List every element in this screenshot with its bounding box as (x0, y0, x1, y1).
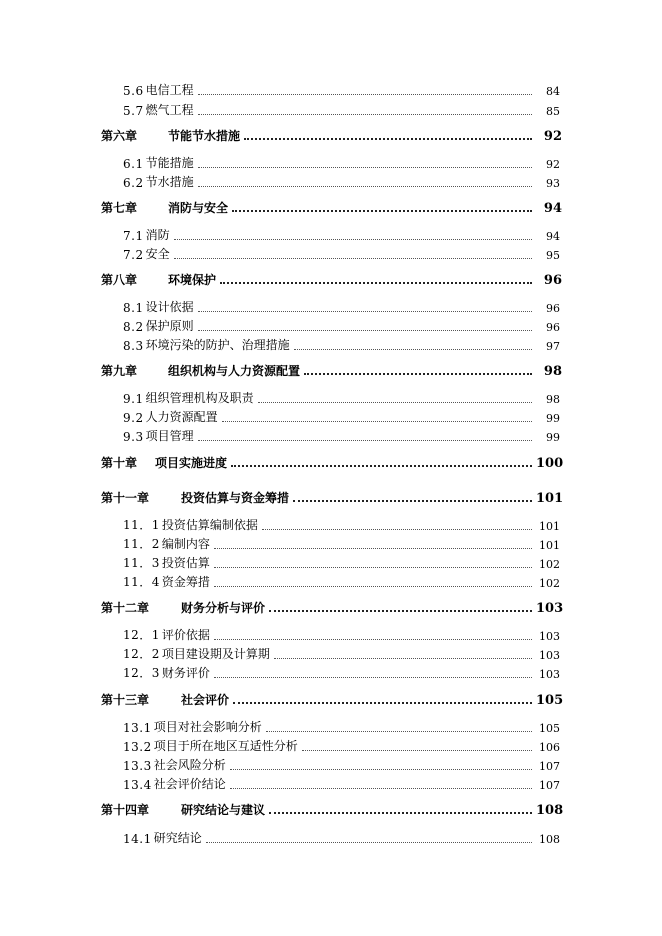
section-number: 11．2 (123, 537, 160, 551)
section-title: 环境污染的防护、治理措施 (145, 338, 290, 352)
page-number: 97 (546, 340, 560, 353)
section-number: 8.1 (123, 301, 144, 315)
toc-entry[interactable] (123, 828, 560, 846)
dot-leader (262, 529, 532, 530)
page-number: 108 (539, 833, 560, 846)
section-title: 消防 (145, 228, 170, 242)
page-number: 99 (546, 431, 560, 444)
page-number: 94 (546, 230, 560, 243)
dot-leader (198, 167, 532, 168)
section-title: 保护原则 (145, 319, 194, 333)
toc-chapter-entry[interactable] (101, 359, 562, 379)
toc-entry[interactable] (123, 572, 560, 590)
dot-leader (214, 567, 532, 568)
toc-entry[interactable] (123, 625, 560, 643)
page-number: 103 (539, 668, 560, 681)
dot-leader (198, 330, 532, 331)
toc-entry[interactable] (123, 335, 560, 353)
page-number: 107 (539, 779, 560, 792)
page-number: 84 (546, 85, 560, 98)
dot-leader (198, 440, 532, 441)
chapter-title: 研究结论与建议 (181, 803, 266, 817)
section-number: 11．1 (123, 518, 160, 532)
chapter-title: 投资估算与资金筹措 (181, 491, 290, 505)
toc-entry[interactable] (123, 717, 560, 735)
section-title: 社会评价结论 (153, 777, 226, 791)
chapter-title: 节能节水措施 (168, 129, 241, 143)
section-title: 人力资源配置 (145, 410, 218, 424)
chapter-title: 环境保护 (168, 273, 217, 287)
section-number: 6.1 (123, 157, 144, 171)
section-title: 设计依据 (145, 300, 194, 314)
chapter-number: 第十二章 (101, 601, 150, 615)
toc-entry[interactable] (123, 553, 560, 571)
section-number: 5.7 (123, 104, 144, 118)
page-number: 96 (546, 321, 560, 334)
section-number: 11．3 (123, 556, 160, 570)
section-number: 13.2 (123, 740, 152, 754)
dot-leader (266, 731, 532, 732)
page-number: 96 (546, 302, 560, 315)
dot-leader (222, 421, 532, 422)
dot-leader (294, 349, 532, 350)
section-number: 13.1 (123, 721, 152, 735)
toc-entry[interactable] (123, 407, 560, 425)
chapter-number: 第九章 (101, 364, 138, 378)
page-number: 107 (539, 760, 560, 773)
toc-entry[interactable] (123, 644, 560, 662)
dot-leader (220, 282, 532, 284)
toc-chapter-entry[interactable] (101, 798, 562, 818)
page-number: 108 (536, 803, 564, 818)
page-number: 103 (536, 601, 564, 616)
toc-entry[interactable] (123, 534, 560, 552)
section-number: 5.6 (123, 84, 144, 98)
chapter-title: 项目实施进度 (155, 456, 228, 470)
section-title: 研究结论 (153, 831, 202, 845)
section-number: 9.2 (123, 411, 144, 425)
dot-leader (269, 610, 532, 612)
dot-leader (233, 702, 532, 704)
toc-entry[interactable] (123, 774, 560, 792)
page-number: 102 (539, 558, 560, 571)
page-number: 105 (536, 693, 564, 708)
dot-leader (198, 114, 532, 115)
toc-entry[interactable] (123, 316, 560, 334)
section-title: 财务评价 (161, 666, 210, 680)
dot-leader (214, 639, 532, 640)
dot-leader (232, 210, 532, 212)
section-number: 9.1 (123, 392, 144, 406)
page-number: 98 (546, 393, 560, 406)
page-number: 96 (543, 273, 562, 288)
section-title: 资金筹措 (161, 575, 210, 589)
dot-leader (230, 769, 532, 770)
toc-chapter-entry[interactable] (101, 688, 562, 708)
toc-entry[interactable] (123, 426, 560, 444)
dot-leader (214, 586, 532, 587)
toc-chapter-entry[interactable] (101, 124, 562, 144)
page-number: 94 (543, 201, 562, 216)
section-title: 电信工程 (145, 83, 194, 97)
toc-entry[interactable] (123, 172, 560, 190)
page-number: 92 (546, 158, 560, 171)
toc-chapter-entry[interactable] (101, 486, 562, 506)
page-number: 95 (546, 249, 560, 262)
section-number: 12．2 (123, 647, 160, 661)
dot-leader (214, 548, 532, 549)
page-number: 102 (539, 577, 560, 590)
dot-leader (198, 94, 532, 95)
page-number: 99 (546, 412, 560, 425)
toc-entry[interactable] (123, 100, 560, 118)
page-number: 103 (539, 630, 560, 643)
section-title: 节能措施 (145, 156, 194, 170)
section-title: 投资估算 (161, 556, 210, 570)
section-title: 社会风险分析 (153, 758, 226, 772)
section-title: 项目管理 (145, 429, 194, 443)
page-number: 98 (543, 364, 562, 379)
section-number: 8.3 (123, 339, 144, 353)
section-number: 14.1 (123, 832, 152, 846)
toc-entry[interactable] (123, 80, 560, 98)
page-number: 106 (539, 741, 560, 754)
toc-chapter-entry[interactable] (101, 196, 562, 216)
toc-entry[interactable] (123, 388, 560, 406)
page-number: 92 (543, 129, 562, 144)
chapter-title: 社会评价 (181, 693, 230, 707)
dot-leader (244, 138, 532, 140)
section-number: 8.2 (123, 320, 144, 334)
section-number: 12．1 (123, 628, 160, 642)
dot-leader (258, 402, 532, 403)
dot-leader (230, 788, 532, 789)
dot-leader (206, 842, 532, 843)
section-title: 投资估算编制依据 (161, 518, 258, 532)
page-number: 93 (546, 177, 560, 190)
section-number: 7.2 (123, 248, 144, 262)
dot-leader (198, 186, 532, 187)
dot-leader (231, 465, 532, 467)
dot-leader (174, 258, 532, 259)
section-number: 13.3 (123, 759, 152, 773)
dot-leader (174, 239, 532, 240)
section-number: 6.2 (123, 176, 144, 190)
section-title: 节水措施 (145, 175, 194, 189)
toc-entry[interactable] (123, 225, 560, 243)
section-number: 13.4 (123, 778, 152, 792)
toc-entry[interactable] (123, 515, 560, 533)
toc-entry[interactable] (123, 663, 560, 681)
section-title: 安全 (145, 247, 170, 261)
page-number: 105 (539, 722, 560, 735)
page-number: 101 (536, 491, 564, 506)
dot-leader (274, 658, 532, 659)
dot-leader (302, 750, 532, 751)
chapter-title: 组织机构与人力资源配置 (168, 364, 301, 378)
section-title: 项目建设期及计算期 (161, 647, 270, 661)
section-title: 燃气工程 (145, 103, 194, 117)
toc-entry[interactable] (123, 297, 560, 315)
chapter-title: 消防与安全 (168, 201, 229, 215)
dot-leader (304, 373, 532, 375)
toc-chapter-entry[interactable] (101, 451, 562, 471)
toc-entry[interactable] (123, 244, 560, 262)
section-number: 12．3 (123, 666, 160, 680)
chapter-number: 第十四章 (101, 803, 150, 817)
dot-leader (198, 311, 532, 312)
section-number: 9.3 (123, 430, 144, 444)
dot-leader (214, 677, 532, 678)
toc-entry[interactable] (123, 153, 560, 171)
chapter-title: 财务分析与评价 (181, 601, 266, 615)
chapter-number: 第十三章 (101, 693, 150, 707)
section-title: 评价依据 (161, 628, 210, 642)
chapter-number: 第十章 (101, 456, 138, 470)
chapter-number: 第七章 (101, 201, 138, 215)
section-title: 项目对社会影响分析 (153, 720, 262, 734)
chapter-number: 第八章 (101, 273, 138, 287)
section-number: 7.1 (123, 229, 144, 243)
page-number: 101 (539, 539, 560, 552)
page-number: 85 (546, 105, 560, 118)
section-title: 项目于所在地区互适性分析 (153, 739, 298, 753)
toc-entry[interactable] (123, 755, 560, 773)
toc-chapter-entry[interactable] (101, 596, 562, 616)
toc-chapter-entry[interactable] (101, 268, 562, 288)
section-number: 11．4 (123, 575, 160, 589)
page-number: 100 (536, 456, 564, 471)
chapter-number: 第十一章 (101, 491, 150, 505)
page-number: 101 (539, 520, 560, 533)
chapter-number: 第六章 (101, 129, 138, 143)
page-number: 103 (539, 649, 560, 662)
section-title: 组织管理机构及职责 (145, 391, 254, 405)
toc-entry[interactable] (123, 736, 560, 754)
dot-leader (293, 500, 532, 502)
dot-leader (269, 812, 532, 814)
section-title: 编制内容 (161, 537, 210, 551)
